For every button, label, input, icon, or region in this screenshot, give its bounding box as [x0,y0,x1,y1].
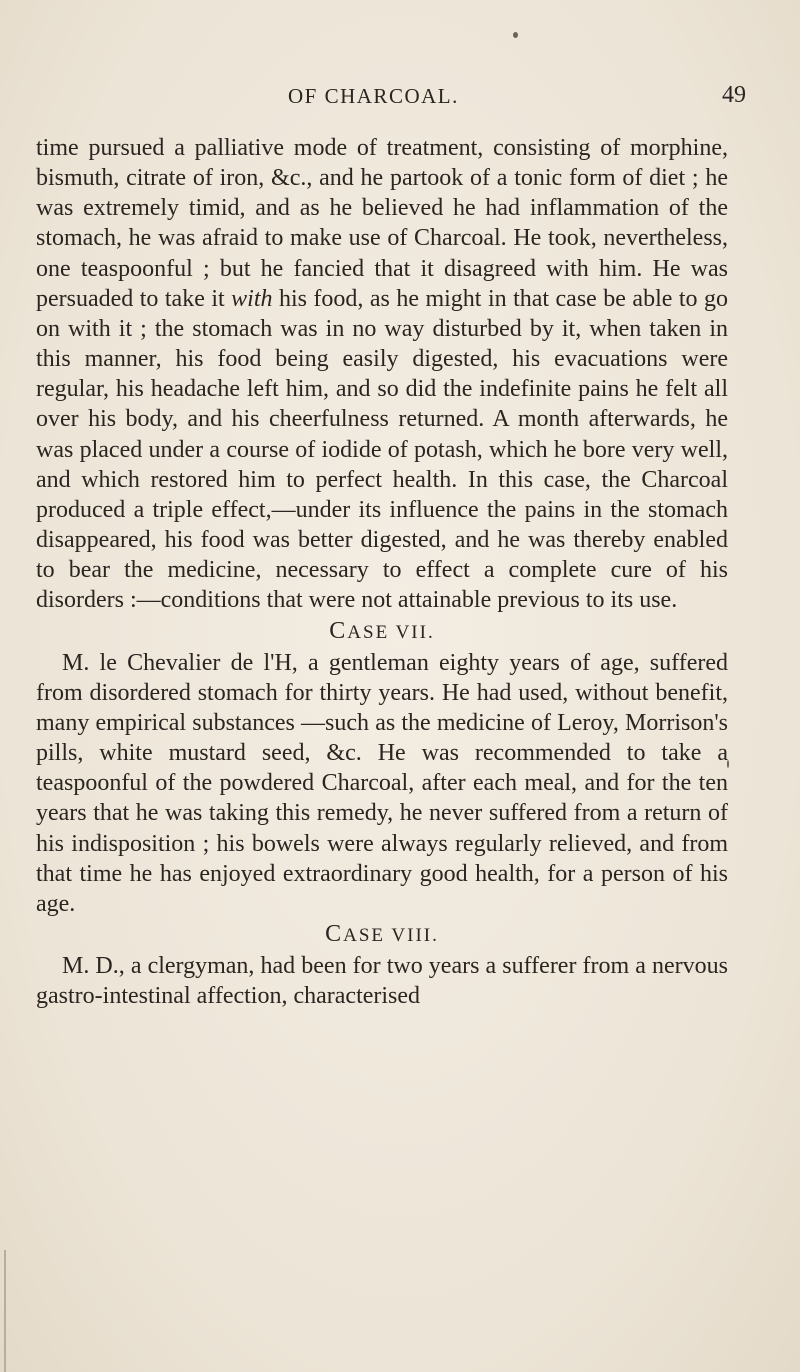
paragraph [36,133,728,616]
case-heading [36,616,728,648]
ink-speck [513,32,518,38]
page-header [36,84,746,114]
paragraph: M. D., a clergyman, had been for two years a sufferer from a nervous gastro-intestinal affection, characterised [36,953,728,1010]
text-run: time pursued a palliative mode of treatment, consisting of morphine, bismuth, citrate of iron, &c., and he partook of a tonic form of diet ; he was extremely timid, and as he believed he had inflammation of the stomach, he was afraid to make use of Charcoal. He took, nevertheless, one teaspoonful ; but he fancied that it disagreed with him. He was persuaded to take it [36,135,728,312]
page-edge-shadow [4,1250,6,1372]
running-head: OF CHARCOAL. [288,84,459,108]
paragraph: M. le Chevalier de l'H, a gentleman eighty years of age, suffered from disordered stomach for thirty years. He had used, without benefit, many empirical substances —such as the medicine of Leroy, Morrison's pills, white mustard seed, &c. He was recommended to take a teaspoonful of the powdered Charcoal, after each meal, and for the ten years that he was taking this remedy, he never suffered from a return of his indisposition ; his bowels were always regularly relieved, and from that time he has enjoyed extraordinary good health, for a person of his age. [36,649,728,917]
page-number: 49 [722,82,746,108]
case-heading-rest: ASE VII. [347,621,435,643]
case-heading-initial: C [329,617,348,644]
case-heading-rest: ASE VIII. [343,925,439,947]
emphasis: with [231,285,273,312]
case-heading-initial: C [325,921,344,948]
case-heading [36,919,728,951]
body-text [36,133,728,1012]
text-run: his food, as he might in that case be able to go on with it ; the stomach was in no way disturbed by it, when taken in this manner, his food being easily digested, his evacuations were regular, his headache left him, and so did the indefinite pains he felt all over his body, and his cheerfulness returned. A month afterwards, he was placed under a course of iodide of potash, which he bore very well, and which restored him to perfect health. In this case, the Charcoal produced a triple effect,—under its influence the pains in the stomach disappeared, his food was better digested, and he was thereby enabled to bear the medicine, necessary to effect a complete cure of his disorders :—conditions that were not attainable previous to its use. [36,285,728,614]
